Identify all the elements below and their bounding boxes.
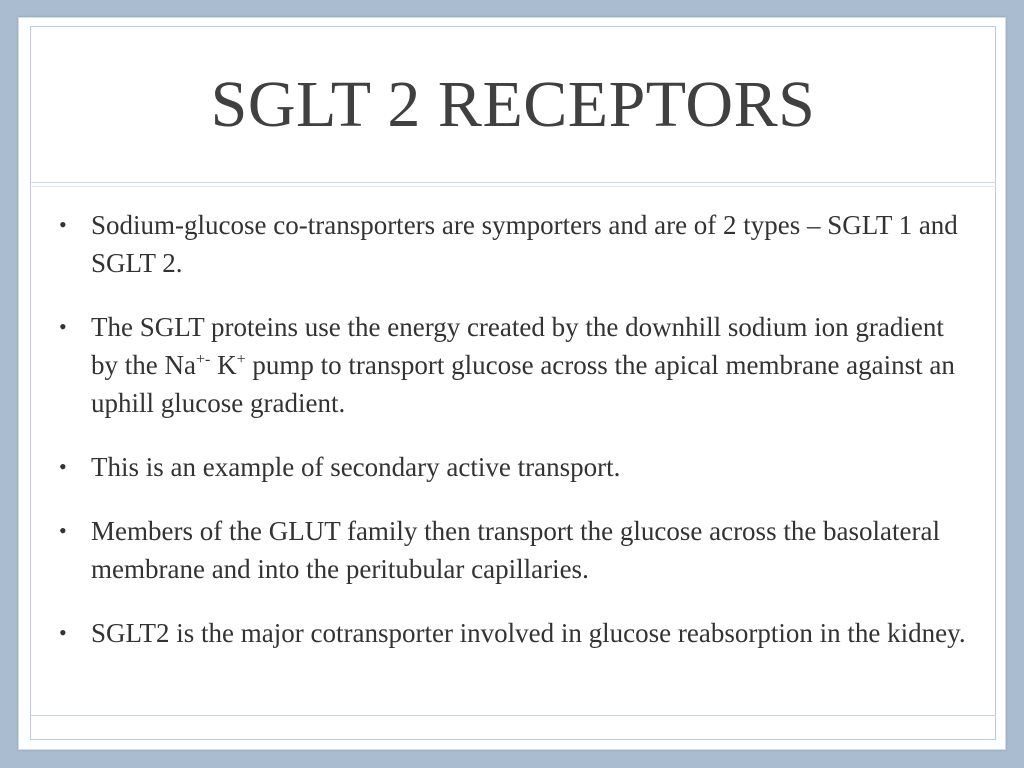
slide [18, 17, 1006, 750]
bullet-text: Sodium-glucose co-transporters are symporters and are of 2 types – SGLT 1 and SGLT 2. [91, 210, 958, 278]
bullet-text: Members of the GLUT family then transport the glucose across the basolateral membrane and into the peritubular capillaries. [91, 516, 940, 584]
bullet-dot-icon: • [59, 314, 67, 339]
bullet-superscript: +- [195, 351, 211, 368]
title-divider [30, 186, 996, 187]
bullet-item-glut-family [49, 512, 969, 588]
bullet-item-secondary-transport [49, 448, 969, 486]
bullet-superscript: + [236, 351, 246, 368]
bullet-item-sglt-proteins [49, 308, 969, 422]
bullet-text-part: The SGLT proteins use the energy created by the downhill sodium ion gradient by the Na [91, 312, 944, 380]
bullet-dot-icon: • [59, 212, 67, 237]
bullet-list [49, 206, 969, 678]
bullet-text-part: K [210, 350, 237, 380]
footer-divider [30, 715, 996, 716]
bullet-text: This is an example of secondary active transport. [91, 452, 621, 482]
bullet-dot-icon: • [59, 454, 67, 479]
bullet-item-sglt-types [49, 206, 969, 282]
bullet-dot-icon: • [59, 620, 67, 645]
bullet-item-sglt2-major [49, 614, 969, 652]
bullet-text: SGLT2 is the major cotransporter involved in glucose reabsorption in the kidney. [91, 618, 966, 648]
bullet-dot-icon: • [59, 518, 67, 543]
slide-title: SGLT 2 RECEPTORS [210, 67, 816, 141]
bullet-text-part: pump to transport glucose across the apical membrane against an uphill glucose gradient. [91, 350, 955, 418]
